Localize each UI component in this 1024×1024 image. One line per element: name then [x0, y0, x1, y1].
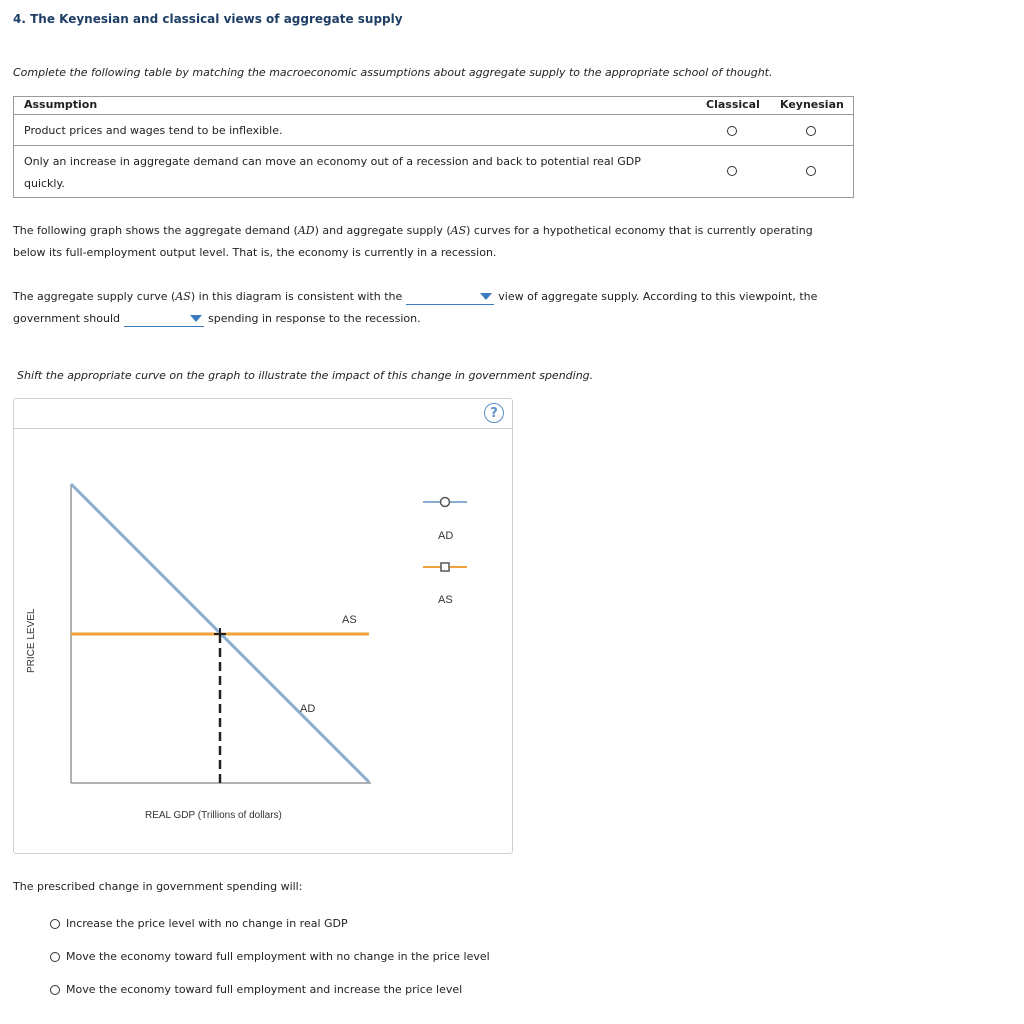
option-row[interactable]: Move the economy toward full employment and increase the price level: [50, 983, 462, 996]
radio-option-1[interactable]: [50, 919, 60, 929]
graph-toolbar: [14, 399, 512, 429]
assumption-table: [13, 96, 854, 198]
header-classical: Classical: [706, 98, 760, 111]
radio-option-2[interactable]: [50, 952, 60, 962]
radio-option-3[interactable]: [50, 985, 60, 995]
palette-as-label: AS: [438, 594, 453, 606]
chevron-down-icon: [480, 293, 492, 300]
radio-keynesian-row1[interactable]: [806, 126, 816, 136]
circle-handle-icon: [441, 498, 450, 507]
graph-description: The following graph shows the aggregate demand (AD) and aggregate supply (AS) curves for a hypothetical economy that is currently operating below its full-employment output level. That is, the economy is currently in a recession.: [13, 224, 813, 259]
graph-panel: [13, 398, 513, 854]
palette-ad-tool[interactable]: [423, 498, 467, 507]
question-title: 4. The Keynesian and classical views of aggregate supply: [13, 12, 403, 26]
assumption-text: Only an increase in aggregate demand can move an economy out of a recession and back to potential real GDP quickly.: [24, 155, 641, 190]
ad-as-graph: [14, 429, 512, 853]
fill-in-sentence: The aggregate supply curve (AS) in this diagram is consistent with the view of aggregate supply. According to this viewpoint, the government should spending in response to the recession.: [13, 290, 818, 325]
square-handle-icon: [441, 563, 449, 571]
as-curve-label: AS: [342, 614, 357, 626]
followup-question: The prescribed change in government spending will:: [13, 880, 303, 893]
radio-classical-row2[interactable]: [727, 166, 737, 176]
help-icon[interactable]: ?: [484, 403, 504, 423]
chevron-down-icon: [190, 315, 202, 322]
assumption-text: Product prices and wages tend to be inflexible.: [24, 124, 283, 137]
table-row: [14, 115, 853, 145]
option-row[interactable]: Move the economy toward full employment with no change in the price level: [50, 950, 490, 963]
palette-as-tool[interactable]: [423, 563, 467, 571]
palette-ad-label: AD: [438, 530, 454, 542]
header-keynesian: Keynesian: [780, 98, 844, 111]
shift-instruction: Shift the appropriate curve on the graph to illustrate the impact of this change in government spending.: [17, 369, 594, 382]
x-axis-label: REAL GDP (Trillions of dollars): [145, 810, 282, 821]
table-instruction: Complete the following table by matching the macroeconomic assumptions about aggregate supply to the appropriate school of thought.: [13, 66, 773, 79]
header-assumption: Assumption: [24, 98, 98, 111]
radio-keynesian-row2[interactable]: [806, 166, 816, 176]
table-header: [14, 97, 853, 115]
y-axis-label: PRICE LEVEL: [26, 608, 37, 673]
ad-curve-label: AD: [300, 703, 316, 715]
option-row[interactable]: Increase the price level with no change in real GDP: [50, 917, 348, 930]
spending-dropdown[interactable]: [124, 312, 204, 327]
radio-classical-row1[interactable]: [727, 126, 737, 136]
view-dropdown[interactable]: [406, 290, 494, 305]
table-row: [14, 145, 853, 197]
